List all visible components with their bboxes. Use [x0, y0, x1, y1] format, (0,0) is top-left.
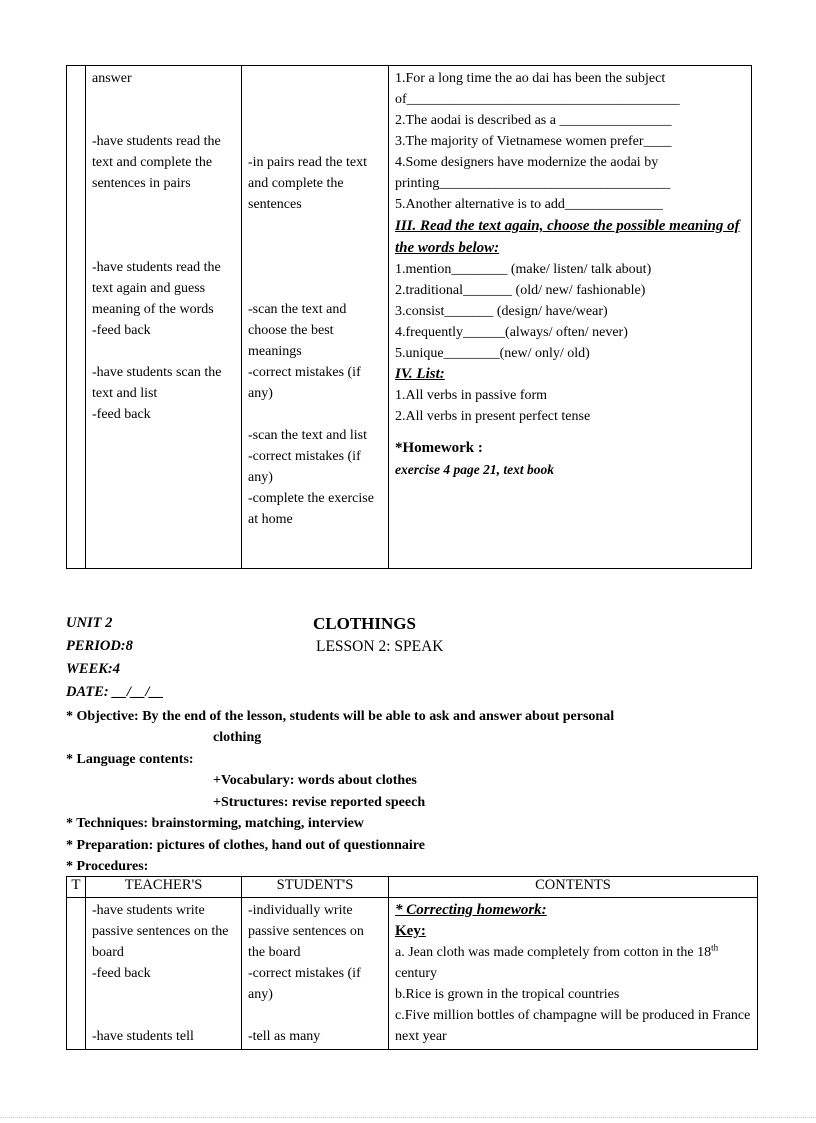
student-write: -individually write passive sentences on the board — [248, 903, 364, 960]
header-student: STUDENT'S — [242, 877, 389, 898]
sentence-1: 1.For a long time the ao dai has been the subject of_______________________________________ — [395, 71, 680, 107]
student-step-choose: -scan the text and choose the best meanings — [248, 302, 347, 359]
student-column — [242, 66, 389, 569]
top-lesson-table — [66, 65, 752, 569]
student-correct: -correct mistakes (if any) — [248, 966, 361, 1002]
word-3: 3.consist_______ (design/ have/wear) — [395, 304, 608, 319]
preparation-line: * Preparation: pictures of clothes, hand out of questionnaire — [66, 838, 425, 853]
period-label: PERIOD:8 — [66, 638, 133, 654]
list-2: 2.All verbs in present perfect tense — [395, 409, 591, 424]
lesson-subtitle: LESSON 2: SPEAK — [316, 638, 444, 655]
homework-title: *Homework : — [395, 440, 483, 456]
teacher-step-scan: -have students scan the text and list — [92, 365, 222, 401]
teacher-feedback-2: -feed back — [92, 407, 151, 422]
student-tell: -tell as many — [248, 1029, 321, 1044]
header-contents: CONTENTS — [389, 877, 758, 898]
correcting-homework-heading: * Correcting homework: — [395, 902, 547, 918]
objective-continued: clothing — [213, 730, 262, 745]
word-1: 1.mention________ (make/ listen/ talk about) — [395, 262, 652, 277]
teacher-cell — [86, 898, 242, 1050]
time-cell — [67, 898, 86, 1050]
student-cell — [242, 898, 389, 1050]
teacher-step-read: -have students read the text and complete the sentences in pairs — [92, 134, 221, 191]
date-label: DATE: __/__/__ — [66, 684, 164, 700]
answer-a: a. Jean cloth was made completely from cotton in the 18th century — [395, 942, 719, 981]
vocabulary-line: +Vocabulary: words about clothes — [213, 773, 417, 788]
time-column — [67, 66, 86, 569]
word-4: 4.frequently______(always/ often/ never) — [395, 325, 628, 340]
sentence-5: 5.Another alternative is to add______________ — [395, 197, 663, 212]
contents-column — [389, 66, 752, 569]
sentence-2: 2.The aodai is described as a ________________ — [395, 113, 672, 128]
teacher-answer: answer — [92, 71, 132, 86]
student-correct-2: -correct mistakes (if any) — [248, 449, 361, 485]
section-4-heading: IV. List: — [395, 366, 445, 382]
teacher-step-guess: -have students read the text again and guess meaning of the words — [92, 260, 221, 317]
key-label: Key: — [395, 923, 426, 939]
page-edge — [0, 1117, 816, 1118]
student-step-list: -scan the text and list — [248, 428, 367, 443]
student-correct-1: -correct mistakes (if any) — [248, 365, 361, 401]
list-1: 1.All verbs in passive form — [395, 388, 548, 403]
section-3-heading: III. Read the text again, choose the possible meaning of the words below: — [395, 218, 740, 256]
objective-line: * Objective: By the end of the lesson, students will be able to ask and answer about personal — [66, 709, 615, 724]
procedures-line: * Procedures: — [66, 859, 149, 874]
sentence-3: 3.The majority of Vietnamese women prefer____ — [395, 134, 672, 149]
teacher-feedback-1: -feed back — [92, 323, 151, 338]
teacher-tell: -have students tell — [92, 1029, 194, 1044]
homework-text: exercise 4 page 21, text book — [395, 462, 554, 477]
header-t: T — [67, 877, 86, 898]
word-2: 2.traditional_______ (old/ new/ fashionable) — [395, 283, 646, 298]
answer-c: c.Five million bottles of champagne will be produced in France next year — [395, 1008, 751, 1044]
student-homework: -complete the exercise at home — [248, 491, 374, 527]
procedures-table — [66, 876, 758, 1050]
teacher-write: -have students write passive sentences on the board — [92, 903, 229, 960]
lesson-title: CLOTHINGS — [313, 614, 416, 633]
sentence-4: 4.Some designers have modernize the aodai by printing_________________________________ — [395, 155, 671, 191]
structures-line: +Structures: revise reported speech — [213, 795, 426, 810]
answer-b: b.Rice is grown in the tropical countries — [395, 987, 620, 1002]
techniques-line: * Techniques: brainstorming, matching, interview — [66, 816, 364, 831]
student-step-pairs: -in pairs read the text and complete the sentences — [248, 155, 367, 212]
unit-label: UNIT 2 — [66, 615, 113, 631]
contents-cell — [389, 898, 758, 1050]
word-5: 5.unique________(new/ only/ old) — [395, 346, 590, 361]
teacher-feedback: -feed back — [92, 966, 151, 981]
week-label: WEEK:4 — [66, 661, 120, 677]
header-teacher: TEACHER'S — [86, 877, 242, 898]
teacher-column — [86, 66, 242, 569]
language-contents: * Language contents: — [66, 752, 194, 767]
